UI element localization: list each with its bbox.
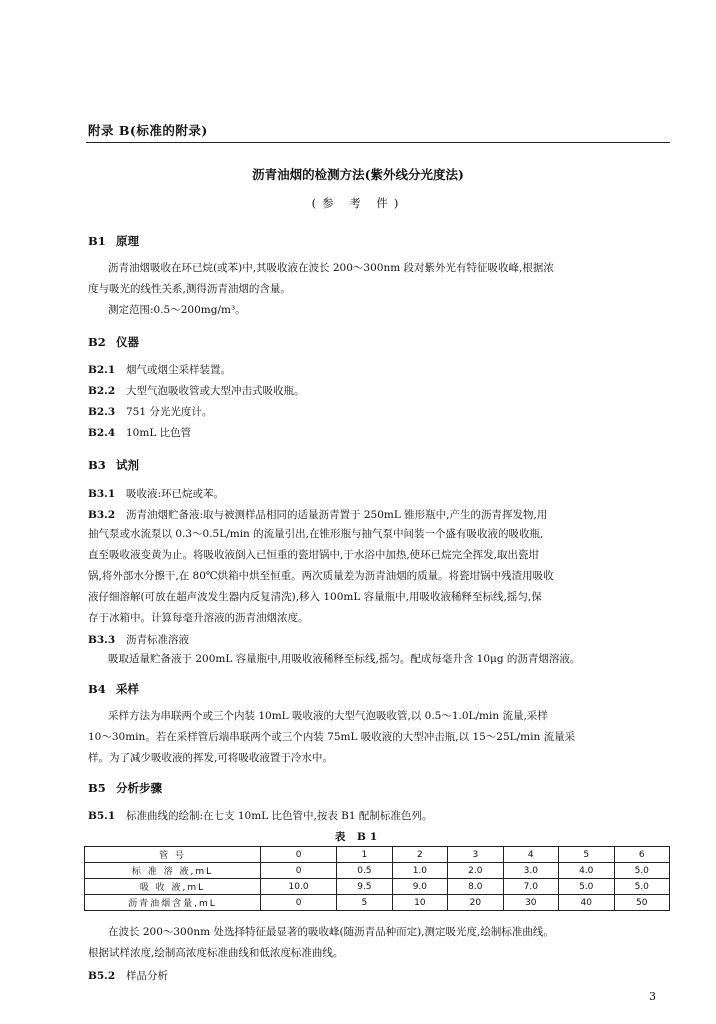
table-cell: 1 — [337, 847, 392, 863]
section-b5-heading — [88, 780, 162, 796]
table-row-label: 标 准 溶 液,mL — [85, 863, 261, 879]
section-title: 采样 — [116, 682, 139, 696]
item-text: 沥青油烟贮备液:取与被测样品相同的适量沥青置于 250mL 锥形瓶中,产生的沥青挥发物,用 — [126, 509, 548, 521]
b5-para-line: 在波长 200～300nm 处选择特征最显著的吸收峰(随沥青品种而定),测定吸光度,绘制标准曲线。 — [108, 926, 554, 938]
table-cell: 50 — [614, 895, 670, 911]
item-text: 标准曲线的绘制:在七支 10mL 比色管中,按表 B1 配制标准色列。 — [126, 810, 433, 822]
table-row — [85, 847, 670, 863]
item-number: B2.1 — [88, 364, 116, 376]
b2-item — [88, 362, 231, 377]
table-row-label: 沥青油烟含量,mL — [85, 895, 261, 911]
b3-para-line: 吸取适量贮备液于 200mL 容量瓶中,用吸收液稀释至标线,摇匀。配成每毫升含 10μg 的沥青烟溶液。 — [108, 653, 581, 665]
b2-item — [88, 383, 305, 398]
header-rule — [86, 142, 670, 143]
item-number: B2.4 — [88, 427, 116, 439]
table-cell: 7.0 — [503, 879, 558, 895]
table-cell: 0.5 — [337, 863, 392, 879]
section-number: B5 — [88, 781, 106, 795]
table-cell: 3 — [448, 847, 503, 863]
b5-item — [88, 968, 168, 983]
table-cell: 2 — [392, 847, 447, 863]
table-cell: 6 — [614, 847, 670, 863]
b3-para-line: 锅,将外部水分擦干,在 80℃烘箱中烘至恒重。两次质量差为沥青油烟的质量。将瓷坩锅中残渣用吸收 — [88, 570, 554, 582]
table-cell: 3.0 — [503, 863, 558, 879]
table-cell: 0 — [261, 895, 337, 911]
table-cell: 9.5 — [337, 879, 392, 895]
table-cell: 1.0 — [392, 863, 447, 879]
table-cell: 4 — [503, 847, 558, 863]
table-cell: 5 — [559, 847, 614, 863]
section-b1-heading — [88, 233, 139, 249]
table-row — [85, 863, 670, 879]
section-b3-heading — [88, 457, 139, 473]
table-cell: 20 — [448, 895, 503, 911]
b3-para-line: 抽气泵或水流泵以 0.3～0.5L/min 的流量引出,在锥形瓶与抽气泵中间装一个盛有吸收液的吸收瓶, — [88, 528, 544, 540]
table-cell: 5 — [337, 895, 392, 911]
item-number: B5.1 — [88, 810, 116, 822]
table-row — [85, 879, 670, 895]
table-cell: 5.0 — [614, 863, 670, 879]
standard-series-table — [84, 846, 670, 911]
item-text: 吸收液:环已烷或苯。 — [126, 488, 225, 500]
table-cell: 10 — [392, 895, 447, 911]
table-cell: 4.0 — [559, 863, 614, 879]
item-text: 样品分析 — [126, 970, 168, 982]
item-text: 烟气或烟尘采样装置。 — [126, 364, 231, 376]
item-text: 751 分光光度计。 — [126, 406, 213, 418]
section-b2-heading — [88, 334, 139, 350]
table-cell: 40 — [559, 895, 614, 911]
b4-para-line: 采样方法为串联两个或三个内装 10mL 吸收液的大型气泡吸收管,以 0.5～1.0L/min 流量,采样 — [108, 710, 548, 722]
b2-item — [88, 404, 212, 419]
item-text: 大型气泡吸收管或大型冲击式吸收瓶。 — [126, 385, 305, 397]
section-title: 分析步骤 — [116, 781, 162, 795]
section-number: B2 — [88, 335, 106, 349]
item-text: 10mL 比色管 — [126, 427, 192, 439]
b3-para-line: 直至吸收液变黄为止。将吸收液倒入已恒重的瓷坩锅中,于水浴中加热,使环已烷完全挥发,取出瓷坩 — [88, 549, 540, 561]
b5-para-line: 根据试样浓度,绘制高浓度标准曲线和低浓度标准曲线。 — [88, 947, 344, 959]
table-cell: 2.0 — [448, 863, 503, 879]
b1-para-line: 度与吸光的线性关系,测得沥青油烟的含量。 — [88, 283, 291, 295]
b1-range: 测定范围:0.5～200mg/m³。 — [108, 304, 246, 316]
table-row — [85, 895, 670, 911]
document-subtitle: (参 考 件) — [311, 196, 405, 210]
table-cell: 5.0 — [559, 879, 614, 895]
table-cell: 9.0 — [392, 879, 447, 895]
page-number: 3 — [649, 990, 656, 1003]
table-cell: 10.0 — [261, 879, 337, 895]
section-number: B4 — [88, 682, 106, 696]
item-number: B3.2 — [88, 509, 116, 521]
section-b4-heading — [88, 681, 139, 697]
table-caption: 表 B1 — [334, 831, 382, 843]
table-cell: 0 — [261, 863, 337, 879]
appendix-header: 附录 B(标准的附录) — [88, 123, 208, 138]
section-title: 仪器 — [116, 335, 139, 349]
table-row-label: 吸 收 液,mL — [85, 879, 261, 895]
b5-item — [88, 808, 432, 823]
b3-para-line: 液仔细溶解(可放在超声波发生器内反复清洗),移入 100mL 容量瓶中,用吸收液稀释至标线,摇匀,保 — [88, 591, 542, 603]
b3-item — [88, 486, 224, 501]
item-number: B3.1 — [88, 488, 116, 500]
item-number: B5.2 — [88, 970, 116, 982]
b4-para-line: 10～30min。若在采样管后端串联两个或三个内装 75mL 吸收液的大型冲击瓶,以 15～25L/min 流量采 — [88, 731, 576, 743]
table-cell: 5.0 — [614, 879, 670, 895]
section-title: 试剂 — [116, 458, 139, 472]
b3-para-line: 存于冰箱中。计算每毫升溶液的沥青油烟浓度。 — [88, 612, 309, 624]
item-text: 沥青标准溶液 — [126, 634, 189, 646]
b1-para-line: 沥青油烟吸收在环已烷(或苯)中,其吸收液在波长 200～300nm 段对紫外光有特征吸收峰,根据浓 — [108, 262, 554, 274]
section-title: 原理 — [116, 234, 139, 248]
b3-item — [88, 632, 189, 647]
document-title: 沥青油烟的检测方法(紫外线分光度法) — [252, 167, 464, 182]
section-number: B1 — [88, 234, 106, 248]
table-cell: 30 — [503, 895, 558, 911]
b3-item — [88, 507, 547, 522]
b2-item — [88, 425, 191, 440]
item-number: B2.3 — [88, 406, 116, 418]
item-number: B3.3 — [88, 634, 116, 646]
table-cell: 8.0 — [448, 879, 503, 895]
item-number: B2.2 — [88, 385, 116, 397]
table-cell: 0 — [261, 847, 337, 863]
b4-para-line: 样。为了减少吸收液的挥发,可将吸收液置于冷水中。 — [88, 752, 333, 764]
table-header-label: 管 号 — [85, 847, 261, 863]
section-number: B3 — [88, 458, 106, 472]
